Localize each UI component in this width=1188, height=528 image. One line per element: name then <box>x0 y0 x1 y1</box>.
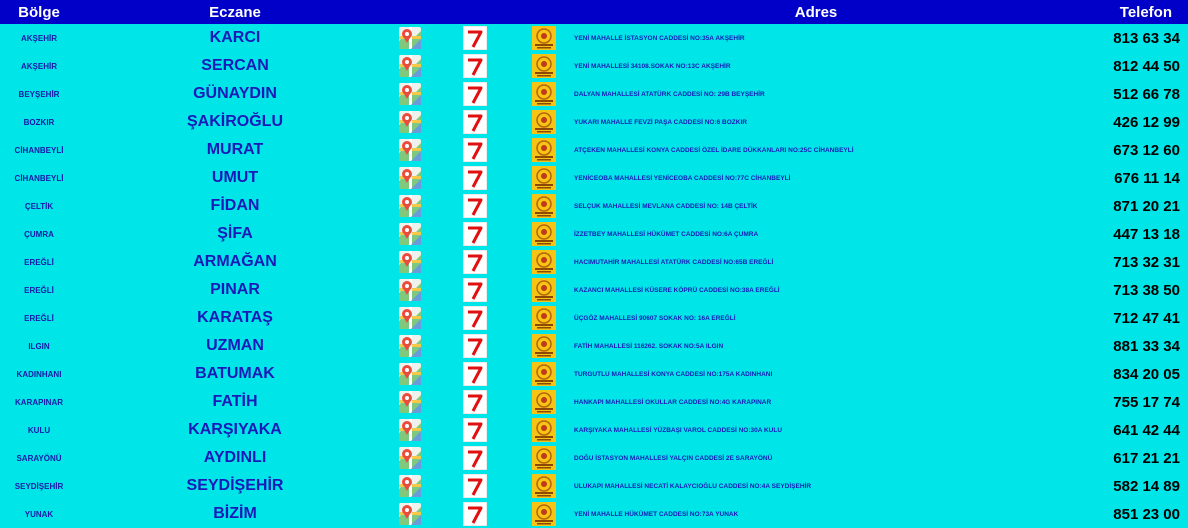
logo-cell <box>522 388 566 416</box>
pharmacy-name: BATUMAK <box>195 365 275 382</box>
region-cell: AKŞEHİR <box>20 61 57 71</box>
phone-cell[interactable]: 676 11 14 <box>1114 169 1180 187</box>
address-cell: YENİCEOBA MAHALLESİ YENİCEOBA CADDESİ NO:77C CİHANBEYLİ <box>574 174 791 182</box>
google-maps-icon[interactable] <box>399 27 421 49</box>
logo-cell <box>522 192 566 220</box>
header-phone: Telefon <box>1066 0 1188 24</box>
region-cell: CİHANBEYLİ <box>14 145 64 155</box>
google-maps-icon[interactable] <box>399 307 421 329</box>
phone-cell[interactable]: 712 47 41 <box>1113 309 1180 327</box>
region-cell: SARAYÖNÜ <box>16 453 62 463</box>
pharmacy-name: KARCI <box>209 29 261 46</box>
table-row <box>0 472 1188 500</box>
region-cell: KARAPINAR <box>15 397 63 407</box>
directions-cell <box>428 332 522 360</box>
pharmacy-chamber-logo[interactable] <box>532 362 556 386</box>
google-maps-icon[interactable] <box>399 139 421 161</box>
pharmacy-name: SEYDİŞEHİR <box>186 477 284 494</box>
map-cell <box>392 24 428 52</box>
region-cell: ÇUMRA <box>24 229 54 239</box>
red-arrow-icon[interactable] <box>463 138 487 162</box>
map-cell <box>392 80 428 108</box>
map-cell <box>392 164 428 192</box>
red-arrow-icon[interactable] <box>463 250 487 274</box>
red-arrow-icon[interactable] <box>463 390 487 414</box>
region-cell: KULU <box>27 425 51 435</box>
logo-cell <box>522 80 566 108</box>
map-cell <box>392 192 428 220</box>
red-arrow-icon[interactable] <box>463 334 487 358</box>
phone-cell[interactable]: 713 38 50 <box>1113 281 1180 299</box>
table-row <box>0 24 1188 52</box>
pharmacy-name: ŞİFA <box>217 225 253 242</box>
phone-cell[interactable]: 426 12 99 <box>1113 113 1180 131</box>
pharmacy-chamber-logo[interactable] <box>532 222 556 246</box>
google-maps-icon[interactable] <box>399 223 421 245</box>
pharmacy-name: ŞAKİROĞLU <box>187 113 283 130</box>
phone-cell[interactable]: 641 42 44 <box>1113 421 1180 439</box>
google-maps-icon[interactable] <box>399 503 421 525</box>
logo-cell <box>522 276 566 304</box>
pharmacy-chamber-logo[interactable] <box>532 390 556 414</box>
logo-cell <box>522 416 566 444</box>
phone-cell[interactable]: 713 32 31 <box>1113 253 1180 271</box>
google-maps-icon[interactable] <box>399 447 421 469</box>
table-row <box>0 388 1188 416</box>
map-cell <box>392 472 428 500</box>
table-row <box>0 192 1188 220</box>
pharmacy-chamber-logo[interactable] <box>532 446 556 470</box>
directions-cell <box>428 500 522 528</box>
pharmacy-chamber-logo[interactable] <box>532 306 556 330</box>
address-cell: HACIMUTAHİR MAHALLESİ ATATÜRK CADDESİ NO:65B EREĞLİ <box>574 258 774 266</box>
table-row <box>0 164 1188 192</box>
pharmacy-name: FATİH <box>212 393 258 410</box>
region-cell: CİHANBEYLİ <box>14 173 64 183</box>
header-pharmacy: Eczane <box>78 0 392 24</box>
address-cell: HANKAPI MAHALLESİ OKULLAR CADDESİ NO:4G KARAPINAR <box>574 398 772 406</box>
table-row <box>0 80 1188 108</box>
directions-cell <box>428 248 522 276</box>
table-row <box>0 108 1188 136</box>
map-cell <box>392 304 428 332</box>
red-arrow-icon[interactable] <box>463 362 487 386</box>
phone-cell[interactable]: 834 20 05 <box>1113 365 1180 383</box>
table-row <box>0 360 1188 388</box>
directions-cell <box>428 444 522 472</box>
red-arrow-icon[interactable] <box>463 474 487 498</box>
table-body <box>0 24 1188 528</box>
table-row <box>0 332 1188 360</box>
header-address: Adres <box>566 0 1066 24</box>
region-cell: EREĞLİ <box>24 313 54 323</box>
directions-cell <box>428 472 522 500</box>
phone-cell[interactable]: 673 12 60 <box>1113 141 1180 159</box>
logo-cell <box>522 304 566 332</box>
map-cell <box>392 500 428 528</box>
pharmacy-chamber-logo[interactable] <box>532 278 556 302</box>
logo-cell <box>522 472 566 500</box>
pharmacy-chamber-logo[interactable] <box>532 502 556 526</box>
map-cell <box>392 388 428 416</box>
logo-cell <box>522 500 566 528</box>
table-row <box>0 500 1188 528</box>
pharmacy-name: UMUT <box>211 169 259 186</box>
map-cell <box>392 360 428 388</box>
address-cell: DOĞU İSTASYON MAHALLESİ YALÇIN CADDESİ 2E SARAYÖNÜ <box>574 454 773 462</box>
pharmacy-chamber-logo[interactable] <box>532 138 556 162</box>
pharmacy-name: ARMAĞAN <box>193 253 277 270</box>
address-cell: KAZANCI MAHALLESİ KÜSERE KÖPRÜ CADDESİ NO:38A EREĞLİ <box>574 286 780 294</box>
map-cell <box>392 52 428 80</box>
red-arrow-icon[interactable] <box>463 82 487 106</box>
pharmacy-name: KARATAŞ <box>197 309 273 326</box>
pharmacy-name: UZMAN <box>206 337 264 354</box>
google-maps-icon[interactable] <box>399 363 421 385</box>
region-cell: EREĞLİ <box>24 285 54 295</box>
red-arrow-icon[interactable] <box>463 446 487 470</box>
pharmacy-chamber-logo[interactable] <box>532 166 556 190</box>
phone-cell[interactable]: 881 33 34 <box>1113 337 1180 355</box>
address-cell: TURGUTLU MAHALLESİ KONYA CADDESİ NO:175A KADINHANI <box>574 370 773 378</box>
red-arrow-icon[interactable] <box>463 194 487 218</box>
address-cell: ATÇEKEN MAHALLESİ KONYA CADDESİ ÖZEL İDARE DÜKKANLARI NO:25C CİHANBEYLİ <box>574 146 854 154</box>
logo-cell <box>522 332 566 360</box>
logo-cell <box>522 444 566 472</box>
pharmacy-chamber-logo[interactable] <box>532 26 556 50</box>
table-row <box>0 52 1188 80</box>
address-cell: YUKARI MAHALLE FEVZİ PAŞA CADDESİ NO:6 BOZKIR <box>574 118 747 126</box>
red-arrow-icon[interactable] <box>463 502 487 526</box>
map-cell <box>392 444 428 472</box>
directions-cell <box>428 52 522 80</box>
directions-cell <box>428 220 522 248</box>
google-maps-icon[interactable] <box>399 195 421 217</box>
map-cell <box>392 220 428 248</box>
logo-cell <box>522 248 566 276</box>
region-cell: SEYDİŞEHİR <box>14 481 64 491</box>
table-row <box>0 304 1188 332</box>
pharmacy-chamber-logo[interactable] <box>532 82 556 106</box>
logo-cell <box>522 52 566 80</box>
pharmacy-name: MURAT <box>206 141 264 158</box>
header-map <box>392 0 428 24</box>
table-row <box>0 416 1188 444</box>
directions-cell <box>428 108 522 136</box>
table-row <box>0 444 1188 472</box>
google-maps-icon[interactable] <box>399 475 421 497</box>
google-maps-icon[interactable] <box>399 279 421 301</box>
pharmacy-chamber-logo[interactable] <box>532 474 556 498</box>
google-maps-icon[interactable] <box>399 83 421 105</box>
directions-cell <box>428 388 522 416</box>
phone-cell[interactable]: 582 14 89 <box>1113 477 1180 495</box>
google-maps-icon[interactable] <box>399 251 421 273</box>
address-cell: YENİ MAHALLESİ 34108.SOKAK NO:13C AKŞEHİR <box>574 62 731 70</box>
phone-cell[interactable]: 871 20 21 <box>1113 197 1180 215</box>
pharmacy-chamber-logo[interactable] <box>532 418 556 442</box>
directions-cell <box>428 360 522 388</box>
phone-cell[interactable]: 447 13 18 <box>1113 225 1180 243</box>
google-maps-icon[interactable] <box>399 111 421 133</box>
map-cell <box>392 276 428 304</box>
logo-cell <box>522 164 566 192</box>
pharmacy-chamber-logo[interactable] <box>532 110 556 134</box>
map-cell <box>392 416 428 444</box>
phone-cell[interactable]: 812 44 50 <box>1113 57 1180 75</box>
phone-cell[interactable]: 512 66 78 <box>1113 85 1180 103</box>
red-arrow-icon[interactable] <box>463 166 487 190</box>
pharmacy-chamber-logo[interactable] <box>532 54 556 78</box>
address-cell: SELÇUK MAHALLESİ MEVLANA CADDESİ NO: 14B ÇELTİK <box>574 202 758 210</box>
table-row <box>0 136 1188 164</box>
directions-cell <box>428 276 522 304</box>
red-arrow-icon[interactable] <box>463 306 487 330</box>
region-cell: BOZKIR <box>23 117 55 127</box>
directions-cell <box>428 80 522 108</box>
logo-cell <box>522 360 566 388</box>
pharmacy-name: KARŞIYAKA <box>188 421 282 438</box>
address-cell: DALYAN MAHALLESİ ATATÜRK CADDESİ NO: 29B BEYŞEHİR <box>574 90 765 98</box>
red-arrow-icon[interactable] <box>463 222 487 246</box>
pharmacy-name: SERCAN <box>201 57 269 74</box>
address-cell: ÜÇGÖZ MAHALLESİ 90607 SOKAK NO: 16A EREĞLİ <box>574 314 736 322</box>
pharmacy-chamber-logo[interactable] <box>532 250 556 274</box>
address-cell: YENİ MAHALLE HÜKÜMET CADDESİ NO:73A YUNAK <box>574 510 739 518</box>
map-cell <box>392 136 428 164</box>
directions-cell <box>428 164 522 192</box>
address-cell: YENİ MAHALLE İSTASYON CADDESİ NO:35A AKŞEHİR <box>574 34 745 42</box>
pharmacy-chamber-logo[interactable] <box>532 334 556 358</box>
table-row <box>0 248 1188 276</box>
google-maps-icon[interactable] <box>399 391 421 413</box>
map-cell <box>392 248 428 276</box>
phone-cell[interactable]: 617 21 21 <box>1113 449 1180 467</box>
pharmacy-name: GÜNAYDIN <box>193 85 277 102</box>
google-maps-icon[interactable] <box>399 419 421 441</box>
region-cell: YUNAK <box>24 509 54 519</box>
region-cell: ÇELTİK <box>24 201 54 211</box>
red-arrow-icon[interactable] <box>463 418 487 442</box>
red-arrow-icon[interactable] <box>463 54 487 78</box>
table-row <box>0 276 1188 304</box>
region-cell: AKŞEHİR <box>20 33 57 43</box>
red-arrow-icon[interactable] <box>463 26 487 50</box>
red-arrow-icon[interactable] <box>463 278 487 302</box>
map-cell <box>392 332 428 360</box>
directions-cell <box>428 24 522 52</box>
address-cell: İZZETBEY MAHALLESİ HÜKÜMET CADDESİ NO:6A ÇUMRA <box>574 230 759 238</box>
red-arrow-icon[interactable] <box>463 110 487 134</box>
table-row <box>0 220 1188 248</box>
region-cell: ILGIN <box>28 341 50 351</box>
map-cell <box>392 108 428 136</box>
logo-cell <box>522 24 566 52</box>
phone-cell[interactable]: 813 63 34 <box>1113 29 1180 47</box>
region-cell: BEYŞEHİR <box>18 89 60 99</box>
logo-cell <box>522 220 566 248</box>
phone-cell[interactable]: 755 17 74 <box>1113 393 1180 411</box>
pharmacy-name: FİDAN <box>210 197 260 214</box>
header-directions <box>428 0 522 24</box>
address-cell: ULUKAPI MAHALLESİ NECATİ KALAYCIOĞLU CADDESİ NO:4A SEYDİŞEHİR <box>574 482 812 490</box>
google-maps-icon[interactable] <box>399 167 421 189</box>
logo-cell <box>522 136 566 164</box>
region-cell: KADINHANI <box>16 369 62 379</box>
pharmacy-chamber-logo[interactable] <box>532 194 556 218</box>
pharmacy-name: PINAR <box>210 281 260 298</box>
address-cell: KARŞIYAKA MAHALLESİ YÜZBAŞI VAROL CADDESİ NO:30A KULU <box>574 426 783 434</box>
google-maps-icon[interactable] <box>399 55 421 77</box>
region-cell: EREĞLİ <box>24 257 54 267</box>
logo-cell <box>522 108 566 136</box>
pharmacy-name: AYDINLI <box>203 449 267 466</box>
address-cell: FATİH MAHALLESİ 116262. SOKAK NO:5A ILGIN <box>574 342 724 350</box>
directions-cell <box>428 136 522 164</box>
directions-cell <box>428 416 522 444</box>
google-maps-icon[interactable] <box>399 335 421 357</box>
pharmacy-name: BİZİM <box>213 505 257 522</box>
directions-cell <box>428 304 522 332</box>
table-header <box>0 0 1188 24</box>
phone-cell[interactable]: 851 23 00 <box>1113 505 1180 523</box>
directions-cell <box>428 192 522 220</box>
header-logo <box>522 0 566 24</box>
header-region: Bölge <box>0 0 78 24</box>
